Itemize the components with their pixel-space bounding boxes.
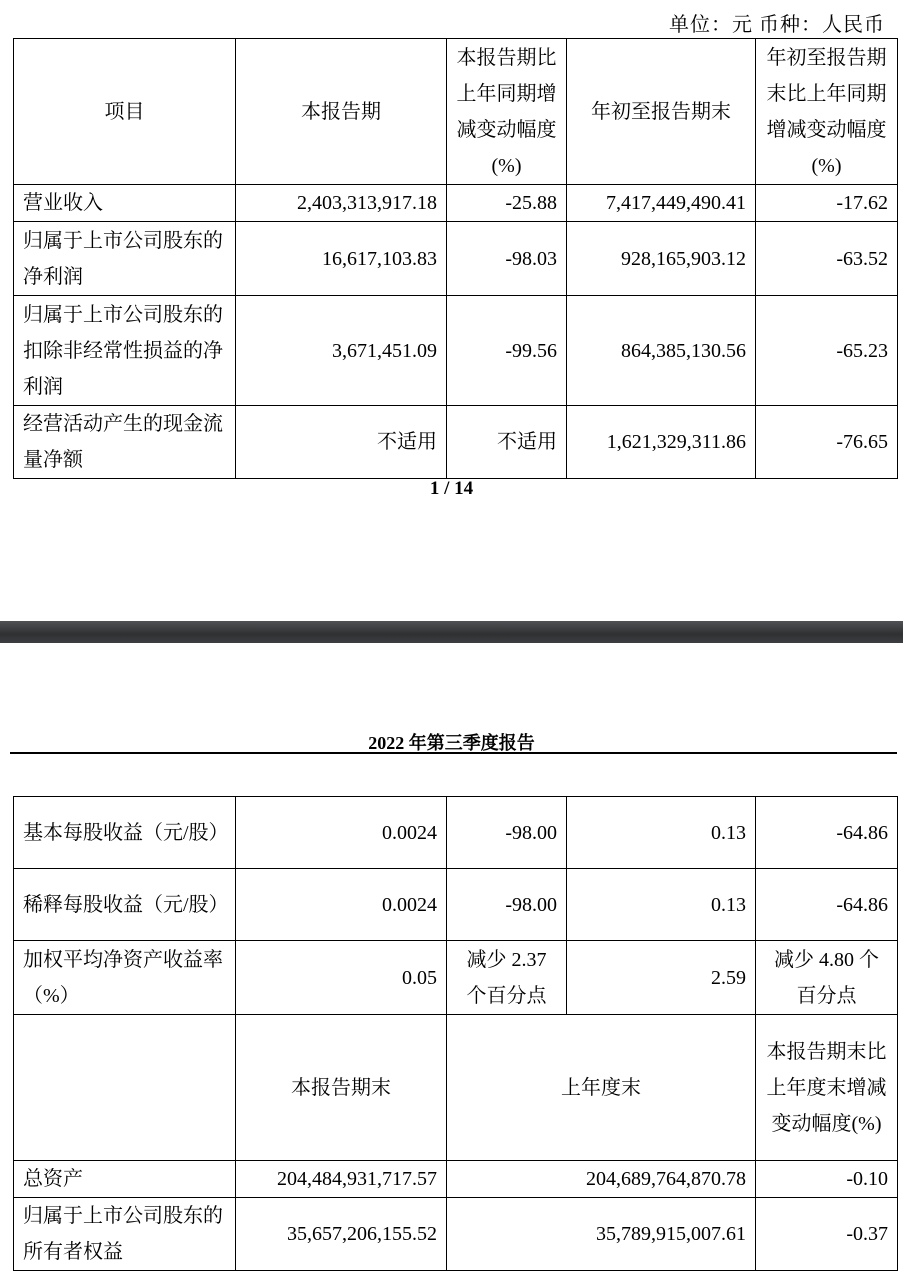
row-period-end: 35,657,206,155.52 [236,1198,447,1271]
row-ytd-change: -76.65 [756,406,898,479]
balance-header-prior-year-end: 上年度末 [447,1015,756,1161]
row-item: 加权平均净资产收益率（%） [14,941,236,1015]
row-current: 0.05 [236,941,447,1015]
table-row [14,869,898,941]
table-row [14,185,898,222]
page-title: 2022 年第三季度报告 [368,733,535,753]
table-row [14,222,898,296]
row-item: 稀释每股收益（元/股） [14,869,236,941]
row-ytd-change: -63.52 [756,222,898,296]
row-change: -0.10 [756,1161,898,1198]
row-item: 基本每股收益（元/股） [14,797,236,869]
row-current: 16,617,103.83 [236,222,447,296]
page-separator [0,621,903,643]
row-prior-year-end: 35,789,915,007.61 [447,1198,756,1271]
table-row [14,797,898,869]
row-current: 0.0024 [236,797,447,869]
row-ytd-change: -64.86 [756,869,898,941]
financial-table-page2 [13,796,898,1271]
row-ytd: 2.59 [567,941,756,1015]
row-current-change: -98.00 [447,797,567,869]
row-item: 归属于上市公司股东的扣除非经常性损益的净利润 [14,296,236,406]
row-ytd-change: 减少 4.80 个百分点 [756,941,898,1015]
row-ytd-change: -17.62 [756,185,898,222]
header-current-change: 本报告期比上年同期增减变动幅度(%) [447,39,567,185]
row-change: -0.37 [756,1198,898,1271]
row-ytd-change: -64.86 [756,797,898,869]
balance-header-blank [14,1015,236,1161]
table-row [14,406,898,479]
table-row [14,1161,898,1198]
title-divider [10,752,897,754]
row-period-end: 204,484,931,717.57 [236,1161,447,1198]
header-item: 项目 [14,39,236,185]
row-current-change: 不适用 [447,406,567,479]
row-current: 不适用 [236,406,447,479]
row-item: 归属于上市公司股东的净利润 [14,222,236,296]
row-item: 经营活动产生的现金流量净额 [14,406,236,479]
balance-header-row [14,1015,898,1161]
row-current-change: 减少 2.37 个百分点 [447,941,567,1015]
row-ytd: 1,621,329,311.86 [567,406,756,479]
table-row [14,296,898,406]
row-current: 2,403,313,917.18 [236,185,447,222]
row-ytd: 928,165,903.12 [567,222,756,296]
row-ytd-change: -65.23 [756,296,898,406]
row-item: 营业收入 [14,185,236,222]
row-ytd: 0.13 [567,869,756,941]
table-header-row [14,39,898,185]
financial-table-page1 [13,38,898,479]
row-current-change: -25.88 [447,185,567,222]
row-ytd: 7,417,449,490.41 [567,185,756,222]
row-current-change: -98.00 [447,869,567,941]
header-ytd-change: 年初至报告期末比上年同期增减变动幅度(%) [756,39,898,185]
row-ytd: 0.13 [567,797,756,869]
row-item: 总资产 [14,1161,236,1198]
table-row [14,941,898,1015]
row-current: 3,671,451.09 [236,296,447,406]
row-item: 归属于上市公司股东的所有者权益 [14,1198,236,1271]
row-current-change: -98.03 [447,222,567,296]
row-current: 0.0024 [236,869,447,941]
header-ytd: 年初至报告期末 [567,39,756,185]
table-row [14,1198,898,1271]
balance-header-change: 本报告期末比上年度末增减变动幅度(%) [756,1015,898,1161]
page-number: 1 / 14 [429,478,474,499]
balance-header-period-end: 本报告期末 [236,1015,447,1161]
row-prior-year-end: 204,689,764,870.78 [447,1161,756,1198]
header-current-period: 本报告期 [236,39,447,185]
row-current-change: -99.56 [447,296,567,406]
row-ytd: 864,385,130.56 [567,296,756,406]
unit-currency-line: 单位：元 币种：人民币 [669,14,885,36]
